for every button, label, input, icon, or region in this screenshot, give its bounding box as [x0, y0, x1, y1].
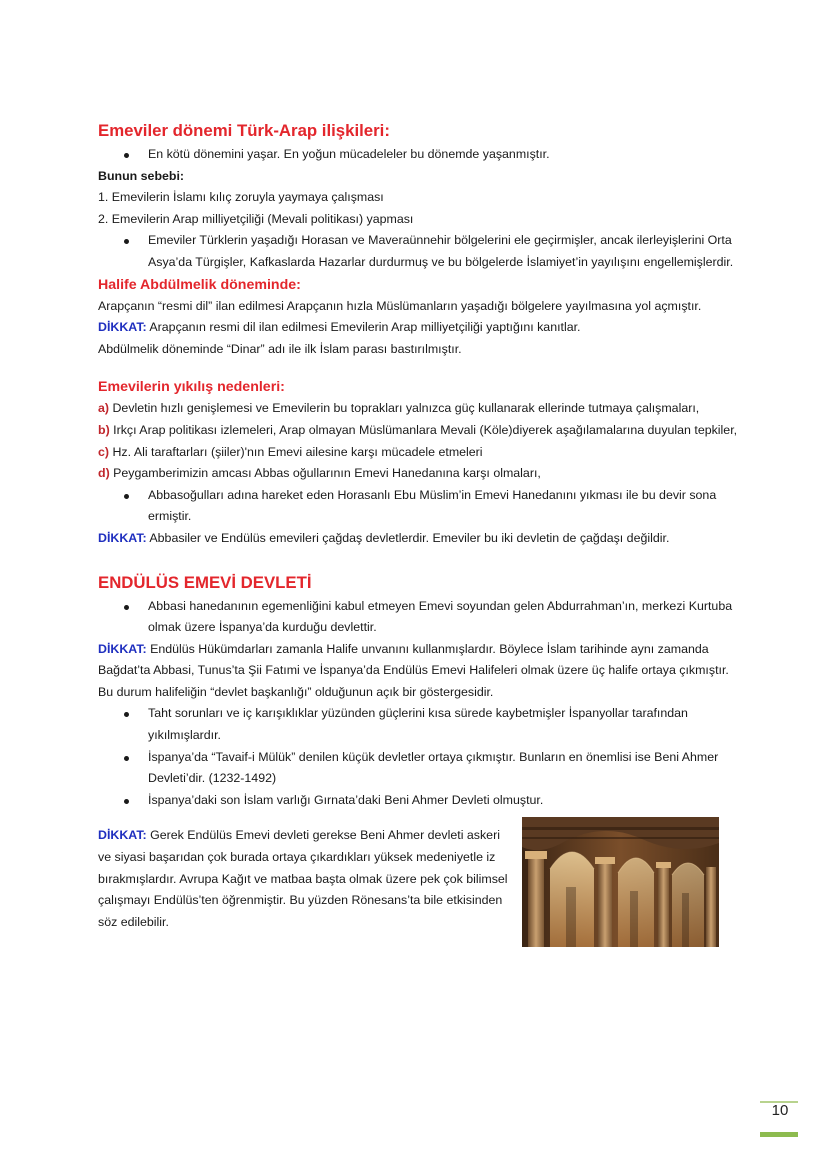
page-number: 10	[771, 1102, 789, 1119]
list-item: c) Hz. Ali taraftarları (şiiler)'nın Emevi ailesine karşı mücadele etmeleri	[98, 444, 483, 459]
bullet-item: Abbasoğulları adına hareket eden Horasanlı Ebu Müslim’in Emevi Hanedanını yıkması ile bu devir sona ermiştir.	[98, 485, 738, 528]
bullet-icon	[124, 494, 129, 499]
bullet-icon	[124, 153, 129, 158]
list-item: b) Irkçı Arap politikası izlemeleri, Arap olmayan Müslümanlara Mevali (Köle)diyerek aşağılamalarına duyulan tepkiler,	[98, 422, 738, 437]
section-title-endulus: ENDÜLÜS EMEVİ DEVLETİ	[98, 572, 312, 592]
bullet-icon	[124, 605, 129, 610]
figure-row	[98, 825, 738, 959]
reason-label: Bunun sebebi:	[98, 168, 185, 183]
page-number-accent-bar	[760, 1132, 798, 1137]
list-item: a) Devletin hızlı genişlemesi ve Emevilerin bu toprakları yalnızca güç kullanarak ellerinde tutmaya çalışmaları,	[98, 401, 700, 416]
dikkat-note: DİKKAT: Endülüs Hükümdarları zamanla Halife unvanını kullanmışlardır. Böylece İslam tarihinde aynı zamanda Bağdat’ta Abbasi, Tunus’ta Şii Fatımi ve İspanya’da Endülüs Emevi Halifeleri olmak üzere üç halife ortaya çıkmıştır. Bu durum halifeliğin “devlet başkanlığı” olduğunun açık bir göstergesidir.	[98, 641, 729, 699]
reason-1: 1. Emevilerin İslamı kılıç zoruyla yaymaya çalışması	[98, 190, 384, 205]
dikkat-note: DİKKAT: Abbasiler ve Endülüs emevileri çağdaş devletlerdir. Emeviler bu iki devletin de çağdaşı değildir.	[98, 530, 670, 545]
dikkat-note: DİKKAT: Gerek Endülüs Emevi devleti gerekse Beni Ahmer devleti askeri ve siyasi başarıdan çok burada ortaya çıkardıkları yüksek medeniyetle iz bırakmışlardır. Avrupa Kağıt ve matbaa başta olmak üzere pek çok bilimsel çalışmayı Endülüs’ten öğrenmiştir. Bu yüzden Rönesans’ta bile etkisinden söz edilebilir.	[98, 828, 508, 929]
page-content	[98, 118, 738, 959]
section-title-emeviler: Emeviler dönemi Türk-Arap ilişkileri:	[98, 121, 390, 140]
alhambra-arches-photo	[522, 817, 719, 947]
bullet-item: Taht sorunları ve iç karışıklıklar yüzünden güçlerini kısa sürede kaybetmişler İspanyollar tarafından yıkılmışlardır.	[98, 703, 738, 746]
bullet-item: İspanya’daki son İslam varlığı Gırnata’daki Beni Ahmer Devleti olmuştur.	[98, 790, 738, 812]
bullet-item: En kötü dönemini yaşar. En yoğun mücadeleler bu dönemde yaşanmıştır.	[98, 144, 738, 166]
dikkat-label: DİKKAT:	[98, 828, 147, 843]
dikkat-label: DİKKAT:	[98, 641, 147, 656]
section-title-abdulmelik: Halife Abdülmelik döneminde:	[98, 276, 301, 293]
bullet-item: İspanya’da “Tavaif-i Mülük” denilen küçük devletler ortaya çıkmıştır. Bunların en önemlisi ise Beni Ahmer Devleti’dir. (1232-1492)	[98, 747, 738, 790]
paragraph: Arapçanın “resmi dil” ilan edilmesi Arapçanın hızla Müslümanların yaşadığı bölgelere yayılmasına yol açmıştır.	[98, 298, 702, 313]
dikkat-note: DİKKAT: Arapçanın resmi dil ilan edilmesi Emevilerin Arap milliyetçiliği yaptığını kanıtlar.	[98, 320, 581, 335]
bullet-item: Abbasi hanedanının egemenliğini kabul etmeyen Emevi soyundan gelen Abdurrahman’ın, merkezi Kurtuba olmak üzere İspanya’da kurduğu devlettir.	[98, 596, 738, 639]
paragraph: Abdülmelik döneminde “Dinar” adı ile ilk İslam parası bastırılmıştır.	[98, 341, 462, 356]
dikkat-label: DİKKAT:	[98, 320, 147, 335]
reason-2: 2. Emevilerin Arap milliyetçiliği (Mevali politikası) yapması	[98, 211, 414, 226]
section-title-yikilis: Emevilerin yıkılış nedenleri:	[98, 379, 285, 396]
bullet-icon	[124, 799, 129, 804]
dikkat-label: DİKKAT:	[98, 530, 147, 545]
bullet-item: Emeviler Türklerin yaşadığı Horasan ve Maveraünnehir bölgelerini ele geçirmişler, ancak ilerleyişlerini Orta Asya’da Türgişler, Kafkaslarda Hazarlar durdurmuş ve bu bölgelerde İslamiyet’in yayılışını engellemişlerdir.	[98, 230, 738, 273]
bullet-icon	[124, 756, 129, 761]
list-item: d) Peygamberimizin amcası Abbas oğullarının Emevi Hanedanına karşı olmaları,	[98, 466, 541, 481]
